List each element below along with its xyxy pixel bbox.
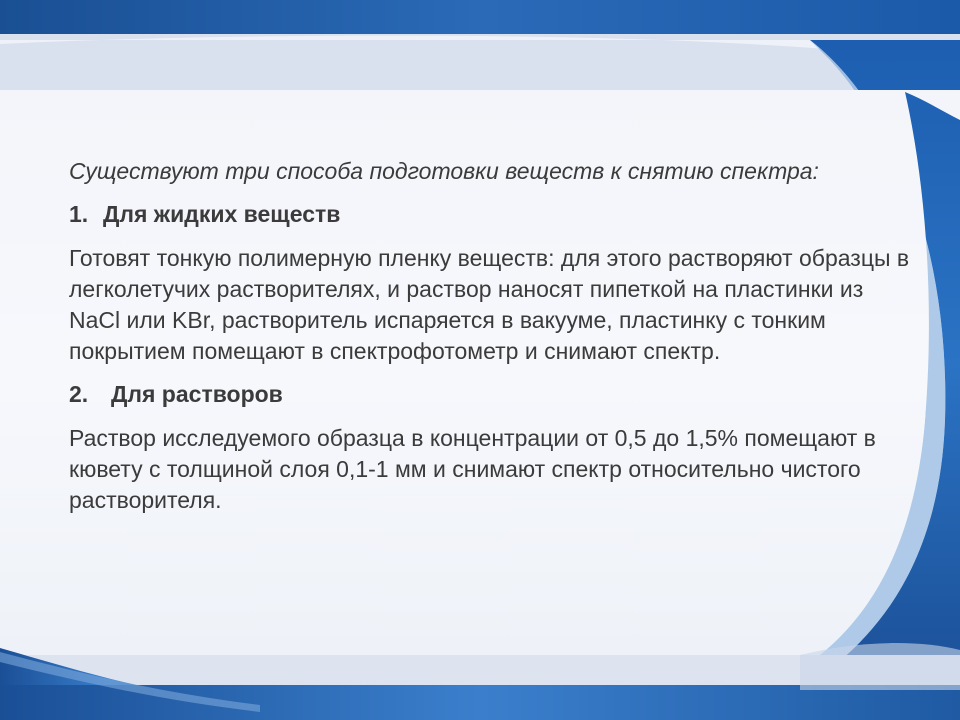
bottom-right-corner xyxy=(800,643,960,690)
section-body-solutions: Раствор исследуемого образца в концентрации от 0,5 до 1,5% помещают в кювету с толщиной слоя 0,1-1 мм и снимают спектр относительно чистого растворителя. xyxy=(69,425,876,513)
intro-text: Существуют три способа подготовки веществ к снятию спектра: xyxy=(69,158,819,184)
slide-content xyxy=(69,156,919,528)
section-heading-text: Для жидких веществ xyxy=(103,201,341,227)
section-heading-solutions xyxy=(69,379,919,410)
section-number: 1. xyxy=(69,201,89,227)
section-heading-liquids xyxy=(69,199,919,230)
section-body-liquids: Готовят тонкую полимерную пленку веществ: для этого растворяют образцы в легколетучих растворителях, и раствор наносят пипеткой на пластинки из NaCl или KBr, растворитель испаряется в вакууме, пластинку с тонким покрытием помещают в спектрофотометр и снимают спектр. xyxy=(69,245,910,364)
section-heading-text: Для растворов xyxy=(111,381,283,407)
section-number: 2. xyxy=(69,381,89,407)
